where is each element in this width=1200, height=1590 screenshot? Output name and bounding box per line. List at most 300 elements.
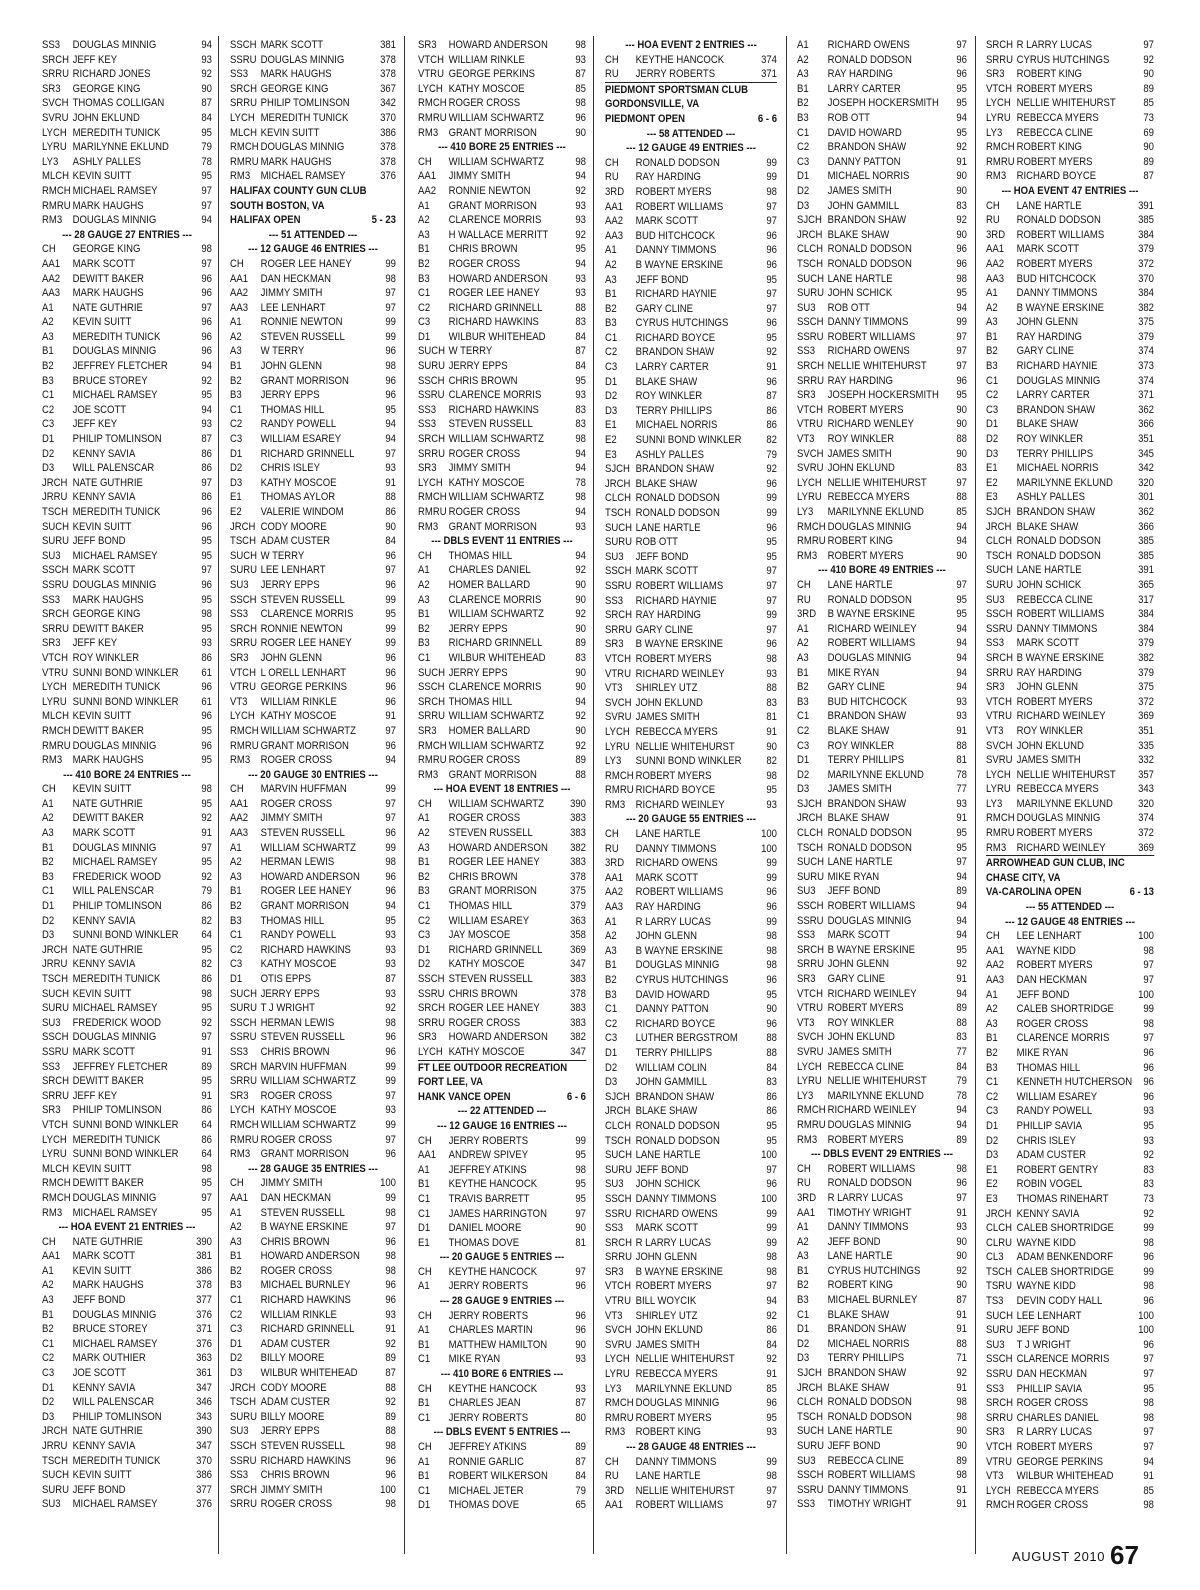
result-row [986, 126, 1154, 141]
shooter-name: LANE HARTLE [827, 578, 893, 591]
score: 96 [385, 374, 396, 387]
result-row [797, 855, 967, 870]
score: 96 [575, 1324, 586, 1337]
score: 95 [385, 403, 396, 416]
class-code: D1 [230, 1337, 243, 1350]
result-row [42, 651, 212, 666]
score: 99 [385, 841, 396, 854]
shooter-name: ROGER CROSS [1016, 1499, 1089, 1512]
class-code: RM3 [230, 754, 251, 767]
event-header [986, 184, 1154, 199]
result-row [230, 593, 396, 608]
shooter-name: THOMAS RINEHART [1016, 1192, 1109, 1205]
result-row [605, 331, 777, 346]
class-code: C2 [230, 943, 243, 956]
class-code: B1 [418, 1397, 430, 1410]
class-code: A2 [42, 1279, 54, 1292]
class-code: C3 [42, 418, 55, 431]
shooter-name: WILLIAM SCHWARTZ [448, 433, 544, 446]
class-code: SSCH [230, 593, 257, 606]
shooter-name: ROGER LEE HANEY [448, 287, 540, 300]
class-code: LYCH [42, 681, 67, 694]
class-code: SVCH [605, 696, 632, 709]
class-code: AA3 [230, 301, 249, 314]
shooter-name: R LARRY LUCAS [1016, 39, 1093, 51]
event-header [230, 768, 396, 783]
shooter-name: RICHARD WEINLEY [827, 1104, 917, 1117]
score: 96 [385, 1279, 396, 1292]
result-row [42, 928, 212, 943]
shooter-name: RAY HARDING [635, 171, 701, 184]
class-code: A1 [418, 199, 430, 212]
score: 90 [575, 724, 586, 737]
score: 99 [1143, 1265, 1154, 1278]
shooter-name: ROBERT MYERS [1016, 155, 1093, 168]
score: 64 [201, 929, 212, 942]
shooter-name: LANE HARTLE [1016, 564, 1082, 577]
class-code: B3 [230, 1279, 242, 1292]
shooter-name: KATHY MOSCOE [260, 710, 337, 723]
score: 100 [380, 1177, 396, 1190]
class-code: AA3 [605, 229, 624, 242]
shooter-name: PHILLIP SAVIA [1016, 1382, 1082, 1395]
class-code: A1 [797, 1221, 809, 1234]
shooter-name: LANE HARTLE [827, 856, 893, 869]
class-code: C1 [605, 1003, 618, 1016]
shooter-name: WILBUR WHITEHEAD [1016, 1470, 1114, 1483]
result-row [418, 826, 586, 841]
score: 94 [575, 170, 586, 183]
class-code: D3 [42, 929, 55, 942]
class-code: AA1 [230, 272, 249, 285]
class-code: A2 [797, 637, 809, 650]
shooter-name: LANE HARTLE [827, 272, 893, 285]
score: 99 [766, 857, 777, 870]
shooter-name: JERRY EPPS [448, 622, 508, 635]
shooter-name: KENNY SAVIA [72, 1440, 136, 1452]
score: 93 [956, 797, 967, 810]
score: 347 [570, 958, 586, 971]
result-row [42, 1060, 212, 1075]
score: 99 [766, 915, 777, 928]
shooter-name: BRANDON SHAW [827, 1323, 907, 1336]
result-row [418, 1045, 586, 1061]
shooter-name: RONALD DODSON [1016, 214, 1101, 227]
result-row [42, 709, 212, 724]
result-row [418, 1192, 586, 1207]
class-code: C2 [418, 301, 431, 314]
class-code: A2 [230, 1221, 242, 1234]
class-code: SSCH [230, 1440, 257, 1452]
shooter-name: HOWARD ANDERSON [448, 39, 548, 51]
score: 99 [385, 1075, 396, 1088]
score: 96 [201, 681, 212, 694]
score: 97 [385, 287, 396, 300]
shooter-name: SUNNI BOND WINKLER [635, 434, 742, 447]
shooter-name: KEVIN SUITT [72, 520, 132, 533]
score: 94 [956, 987, 967, 1000]
shooter-name: TERRY PHILLIPS [827, 754, 905, 767]
score: 94 [575, 447, 586, 460]
shooter-name: DANNY TIMMONS [1016, 622, 1098, 635]
result-row [418, 257, 586, 272]
score: 95 [201, 1206, 212, 1219]
class-code: D3 [605, 404, 618, 417]
result-row [797, 38, 967, 53]
class-code: A1 [986, 287, 998, 300]
class-code: C3 [605, 1032, 618, 1045]
class-code: LYCH [418, 82, 443, 95]
result-row [42, 1089, 212, 1104]
class-code: C2 [797, 141, 810, 154]
score: 97 [575, 1207, 586, 1220]
result-row [797, 242, 967, 257]
score: 99 [766, 492, 777, 505]
result-row [42, 1016, 212, 1031]
class-code: LYRU [42, 141, 67, 154]
class-code: RM3 [418, 126, 439, 139]
result-row [605, 871, 777, 886]
score: 83 [956, 199, 967, 212]
result-row [986, 330, 1154, 345]
shooter-name: W TERRY [260, 345, 305, 358]
result-row [986, 301, 1154, 316]
class-code: SU3 [230, 578, 249, 591]
class-code: AA3 [986, 974, 1005, 986]
score: 351 [1138, 433, 1154, 446]
event-header-text: --- 51 ATTENDED --- [268, 228, 358, 241]
score: 97 [385, 564, 396, 577]
score: 92 [766, 346, 777, 359]
score: 87 [766, 390, 777, 403]
score: 96 [956, 257, 967, 270]
shooter-name: MEREDITH TUNICK [260, 111, 349, 124]
class-code: VTCH [230, 666, 256, 679]
result-row [42, 476, 212, 491]
shooter-name: JOHN EKLUND [635, 1324, 703, 1337]
shooter-name: JEFF BOND [635, 1163, 689, 1176]
class-code: LYCH [42, 1133, 67, 1146]
shooter-name: THOMAS HILL [448, 549, 513, 562]
score: 378 [380, 141, 396, 154]
shooter-name: GRANT MORRISON [260, 900, 349, 913]
score: 81 [956, 754, 967, 767]
class-code: SUCH [418, 666, 446, 679]
score: 97 [766, 1280, 777, 1293]
class-code: SSRU [797, 914, 824, 927]
column-divider [975, 36, 976, 1554]
event-header-text: --- 410 BORE 6 ENTRIES --- [440, 1368, 564, 1381]
class-code: SRRU [605, 623, 633, 636]
score: 378 [196, 1279, 212, 1292]
class-code: LY3 [986, 126, 1003, 139]
shooter-name: MICHAEL RAMSEY [72, 184, 158, 197]
shooter-name: RICHARD HAYNIE [1016, 360, 1098, 373]
score: 88 [385, 491, 396, 504]
result-row [605, 287, 777, 302]
result-row [42, 315, 212, 330]
shooter-name: WILLIAM SCHWARTZ [448, 155, 544, 168]
class-code: E1 [418, 1236, 430, 1249]
shooter-name: MEREDITH TUNICK [72, 973, 161, 985]
shooter-name: DANIEL MOORE [448, 1222, 522, 1235]
score: 92 [1143, 53, 1154, 66]
result-row [986, 1352, 1154, 1367]
score: 96 [1143, 1338, 1154, 1351]
result-row [230, 1191, 396, 1206]
score: 342 [1138, 462, 1154, 475]
score: 96 [385, 549, 396, 562]
score: 95 [956, 841, 967, 854]
shooter-name: ADAM CUSTER [260, 1337, 330, 1350]
class-code: SRCH [797, 943, 825, 956]
shooter-name: JERRY EPPS [260, 1425, 320, 1438]
score: 94 [956, 914, 967, 927]
class-code: A1 [230, 316, 242, 329]
score: 82 [766, 434, 777, 447]
class-code: A3 [986, 316, 998, 329]
result-row [230, 447, 396, 462]
shooter-name: JOHN EKLUND [72, 111, 140, 124]
shooter-name: DOUGLAS MINNIG [72, 1191, 157, 1204]
result-row [42, 563, 212, 578]
shooter-name: DANNY PATTON [635, 1003, 709, 1016]
result-row [230, 1016, 396, 1031]
shooter-name: RONALD DODSON [635, 492, 720, 505]
result-row [42, 1410, 212, 1425]
result-row [42, 126, 212, 141]
class-code: B1 [797, 1264, 809, 1277]
score: 61 [201, 695, 212, 708]
result-row [605, 1455, 777, 1470]
event-date: 5 - 23 [371, 214, 396, 227]
result-row [986, 505, 1154, 520]
class-code: LY3 [605, 1382, 622, 1395]
class-code: C1 [418, 900, 431, 913]
score: 97 [1143, 1032, 1154, 1045]
shooter-name: BLAKE SHAW [1016, 418, 1079, 431]
result-row [42, 213, 212, 228]
result-row [986, 753, 1154, 768]
score: 88 [575, 301, 586, 314]
score: 86 [766, 1105, 777, 1118]
class-code: C1 [418, 287, 431, 300]
result-row [797, 1468, 967, 1483]
shooter-name: KEVIN SUITT [72, 783, 132, 796]
score: 97 [385, 1221, 396, 1234]
class-code: AA1 [42, 257, 61, 270]
score: 96 [766, 974, 777, 986]
score: 79 [956, 1075, 967, 1088]
class-code: VTRU [605, 667, 631, 680]
shooter-name: JAMES SMITH [827, 783, 892, 796]
shooter-name: JERRY EPPS [448, 666, 508, 679]
result-row [230, 1278, 396, 1293]
result-row [230, 111, 396, 126]
score: 96 [201, 316, 212, 329]
shooter-name: H WALLACE MERRITT [448, 228, 549, 241]
result-row [230, 140, 396, 155]
shooter-name: WILLIAM ESAREY [448, 914, 530, 927]
result-row [42, 680, 212, 695]
shooter-name: RICHARD OWENS [827, 39, 910, 51]
shooter-name: MARK SCOTT [72, 827, 136, 840]
shooter-name: ROBERT MYERS [827, 1133, 904, 1146]
class-code: SJCH [605, 1090, 630, 1103]
class-code: VT3 [230, 695, 248, 708]
class-code: RMRU [605, 1411, 634, 1424]
class-code: RMCH [42, 1177, 71, 1190]
class-code: SS3 [42, 1060, 61, 1073]
class-code: AA2 [605, 886, 624, 899]
shooter-name: MICHAEL NORRIS [827, 1337, 910, 1350]
result-row [797, 505, 967, 520]
score: 94 [956, 520, 967, 533]
shooter-name: JEFF KEY [72, 1089, 118, 1102]
score: 91 [956, 973, 967, 985]
score: 90 [575, 666, 586, 679]
score: 379 [1138, 330, 1154, 343]
shooter-name: ROBERT KING [635, 1426, 701, 1439]
shooter-name: THOMAS HILL [448, 900, 513, 913]
score: 89 [575, 1441, 586, 1453]
score: 93 [956, 1221, 967, 1234]
score: 386 [380, 126, 396, 139]
score: 96 [1143, 1295, 1154, 1308]
result-row [230, 417, 396, 432]
shooter-name: JEFF BOND [827, 1235, 881, 1248]
shooter-name: JOHN SCHICK [635, 1178, 701, 1191]
result-row [230, 286, 396, 301]
result-row [418, 899, 586, 914]
score: 92 [385, 1002, 396, 1015]
result-row [42, 272, 212, 287]
score: 87 [385, 1367, 396, 1380]
class-code: CH [418, 1382, 432, 1395]
result-row [986, 1367, 1154, 1382]
score: 98 [385, 1440, 396, 1452]
issue-date: AUGUST 2010 [1012, 1549, 1106, 1564]
event-date: 6 - 13 [1129, 886, 1154, 899]
shooter-name: JOE SCOTT [72, 403, 127, 416]
score: 376 [196, 1308, 212, 1321]
shooter-name: LARRY CARTER [827, 82, 901, 95]
shooter-name: WAYNE KIDD [1016, 1280, 1076, 1293]
score: 84 [385, 535, 396, 548]
shooter-name: STEVEN RUSSELL [448, 418, 533, 431]
score: 91 [766, 1368, 777, 1381]
result-row [418, 607, 586, 622]
score: 98 [575, 491, 586, 504]
score: 98 [956, 1162, 967, 1175]
event-header-text: --- 12 GAUGE 49 ENTRIES --- [626, 142, 756, 155]
score: 91 [201, 827, 212, 840]
class-code: JRCH [605, 477, 631, 490]
class-code: SURU [42, 1483, 70, 1496]
shooter-name: B WAYNE ERSKINE [635, 1265, 724, 1278]
score: 94 [956, 301, 967, 314]
shooter-name: T J WRIGHT [1016, 1338, 1071, 1351]
score: 92 [575, 228, 586, 241]
shooter-name: CLARENCE MORRIS [1016, 1032, 1110, 1045]
score: 61 [201, 666, 212, 679]
class-code: TSCH [230, 535, 256, 548]
score: 365 [1138, 578, 1154, 591]
score: 390 [196, 1235, 212, 1248]
score: 86 [201, 491, 212, 504]
shooter-name: DAN HECKMAN [260, 1191, 332, 1204]
result-row [986, 228, 1154, 243]
score: 385 [1138, 535, 1154, 548]
class-code: SURU [230, 1410, 258, 1423]
result-row [418, 417, 586, 432]
score: 97 [385, 1089, 396, 1102]
score: 99 [766, 1236, 777, 1249]
class-code: CH [230, 1177, 244, 1190]
result-row [986, 1075, 1154, 1090]
score: 385 [1138, 214, 1154, 227]
class-code: RMCH [418, 97, 447, 110]
score: 95 [575, 1149, 586, 1162]
class-code: B1 [230, 360, 242, 373]
shooter-name: KEVIN SUITT [72, 316, 132, 329]
shooter-name: ROY WINKLER [1016, 433, 1084, 446]
score: 94 [956, 535, 967, 548]
result-row [605, 1396, 777, 1411]
shooter-name: DOUGLAS MINNIG [635, 959, 720, 972]
score: 95 [956, 593, 967, 606]
shooter-name: STEVEN RUSSELL [260, 1206, 345, 1219]
shooter-name: SUNNI BOND WINKLER [72, 666, 179, 679]
shooter-name: DOUGLAS MINNIG [72, 578, 157, 591]
result-row [230, 1439, 396, 1454]
result-row [986, 1207, 1154, 1222]
score: 97 [956, 330, 967, 343]
result-row [418, 184, 586, 199]
score: 98 [766, 930, 777, 943]
results-column-5 [797, 38, 986, 1512]
result-row [42, 870, 212, 885]
class-code: VTCH [605, 1280, 631, 1293]
result-row [797, 359, 967, 374]
result-row [230, 344, 396, 359]
result-row [418, 884, 586, 899]
club-heading [605, 97, 777, 112]
result-row [605, 258, 777, 273]
shooter-name: ROBERT MYERS [635, 769, 712, 782]
column-divider [218, 36, 219, 1554]
result-row [418, 1030, 586, 1045]
class-code: AA1 [986, 243, 1005, 256]
class-code: D2 [797, 1337, 810, 1350]
result-row [986, 242, 1154, 257]
score: 371 [1138, 389, 1154, 402]
result-row [986, 1411, 1154, 1426]
shooter-name: MARK SCOTT [635, 565, 699, 578]
score: 99 [766, 171, 777, 184]
score: 97 [1143, 1426, 1154, 1439]
club-heading [418, 1075, 586, 1090]
shooter-name: CLARENCE MORRIS [260, 608, 354, 621]
shooter-name: JEFF BOND [72, 535, 126, 548]
result-row [418, 1001, 586, 1016]
result-row [605, 170, 777, 185]
shooter-name: NELLIE WHITEHURST [635, 1353, 735, 1366]
shooter-name: ROGER LEE HANEY [260, 637, 352, 650]
class-code: SURU [986, 1324, 1014, 1337]
result-row [605, 754, 777, 769]
shooter-name: ADAM CUSTER [260, 1396, 330, 1409]
